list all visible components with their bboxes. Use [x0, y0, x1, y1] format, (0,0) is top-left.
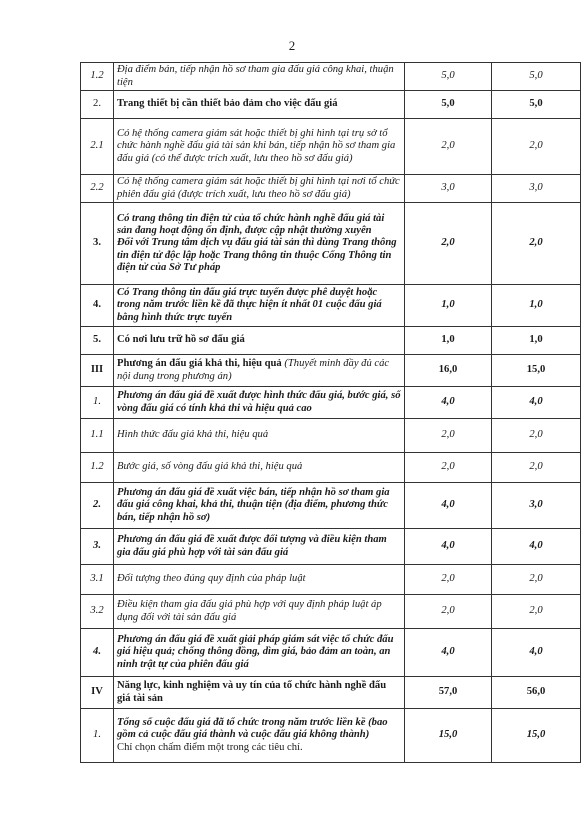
- awarded-score-cell: 15,0: [492, 355, 581, 387]
- criteria-text: [117, 634, 401, 671]
- criteria-description: [114, 595, 405, 629]
- criteria-text: [117, 128, 401, 165]
- table-row: [81, 483, 581, 529]
- awarded-score-cell: 4,0: [492, 629, 581, 677]
- max-score-cell: 2,0: [405, 119, 492, 175]
- awarded-score-cell: 2,0: [492, 203, 581, 285]
- criteria-description: [114, 709, 405, 763]
- max-score-cell: 4,0: [405, 387, 492, 419]
- table-row: [81, 203, 581, 285]
- criteria-description: [114, 387, 405, 419]
- criteria-text: [117, 237, 401, 274]
- criteria-text: [117, 429, 401, 441]
- awarded-score-cell: 2,0: [492, 419, 581, 453]
- awarded-score-cell: 2,0: [492, 565, 581, 595]
- criteria-main-text: Bước giá, số vòng đấu giá khả thi, hiệu quả: [117, 461, 303, 473]
- table-row: [81, 175, 581, 203]
- row-number: 4.: [81, 629, 114, 677]
- criteria-text: [117, 334, 401, 346]
- awarded-score-cell: 5,0: [492, 91, 581, 119]
- row-number: 1.1: [81, 419, 114, 453]
- criteria-main-text: Đối tượng theo đúng quy định của pháp luật: [117, 573, 306, 585]
- max-score-cell: 2,0: [405, 203, 492, 285]
- table-row: [81, 453, 581, 483]
- table-row: [81, 629, 581, 677]
- max-score-cell: 16,0: [405, 355, 492, 387]
- table-row: [81, 709, 581, 763]
- criteria-description: [114, 677, 405, 709]
- row-number: 2.: [81, 483, 114, 529]
- criteria-main-text: Năng lực, kinh nghiệm và uy tín của tổ chức hành nghề đấu giá tài sản: [117, 680, 387, 704]
- row-number: 2.1: [81, 119, 114, 175]
- table-row: [81, 529, 581, 565]
- scoring-table: [80, 62, 581, 763]
- table-row: [81, 63, 581, 91]
- criteria-text: [117, 461, 401, 473]
- row-number: 1.2: [81, 63, 114, 91]
- row-number: 3.2: [81, 595, 114, 629]
- awarded-score-cell: 4,0: [492, 529, 581, 565]
- criteria-description: [114, 529, 405, 565]
- criteria-description: [114, 629, 405, 677]
- max-score-cell: 3,0: [405, 175, 492, 203]
- criteria-main-text: Hình thức đấu giá khả thi, hiệu quả: [117, 429, 269, 441]
- awarded-score-cell: 1,0: [492, 285, 581, 327]
- criteria-description: [114, 63, 405, 91]
- max-score-cell: 1,0: [405, 327, 492, 355]
- row-number: 2.: [81, 91, 114, 119]
- criteria-main-text: Trang thiết bị cần thiết bảo đảm cho việc đấu giá: [117, 98, 338, 110]
- criteria-description: [114, 419, 405, 453]
- criteria-main-text: Có nơi lưu trữ hồ sơ đấu giá: [117, 334, 245, 346]
- criteria-text: [117, 358, 401, 382]
- row-number: 3.1: [81, 565, 114, 595]
- criteria-text: [117, 717, 401, 741]
- criteria-description: [114, 565, 405, 595]
- criteria-main-text: Có hệ thống camera giám sát hoặc thiết bị ghi hình tại trụ sở tổ chức hành nghề đấu giá tài sản khi bán, tiếp nhận hồ sơ tham gia đấu giá (có thể được trích xuất, lưu theo hồ sơ đấu giá): [117, 128, 396, 164]
- max-score-cell: 5,0: [405, 63, 492, 91]
- criteria-text: [117, 98, 401, 110]
- table-row: [81, 285, 581, 327]
- criteria-description: [114, 453, 405, 483]
- max-score-cell: 2,0: [405, 419, 492, 453]
- max-score-cell: 5,0: [405, 91, 492, 119]
- max-score-cell: 15,0: [405, 709, 492, 763]
- criteria-main-text: Phương án đấu giá đề xuất giải pháp giám sát việc tổ chức đấu giá hiệu quả; chống thông đồng, dìm giá, bảo đảm an toàn, an ninh trật tự của phiên đấu giá: [117, 634, 394, 670]
- criteria-description: [114, 483, 405, 529]
- criteria-text: [117, 680, 401, 704]
- criteria-main-text: Phương án đấu giá đề xuất việc bán, tiếp nhận hồ sơ tham gia đấu giá công khai, khả thi, thuận tiện (địa điểm, phương thức bán, tiếp nhận hồ sơ): [117, 487, 390, 523]
- criteria-text: [117, 64, 401, 88]
- criteria-description: [114, 91, 405, 119]
- page-number: 2: [288, 38, 296, 53]
- table-row: [81, 91, 581, 119]
- criteria-text: [117, 176, 401, 200]
- max-score-cell: 4,0: [405, 629, 492, 677]
- max-score-cell: 1,0: [405, 285, 492, 327]
- criteria-main-text: Phương án đấu giá đề xuất được đối tượng và điều kiện tham gia đấu giá phù hợp với tài sản đấu giá: [117, 534, 387, 558]
- criteria-description: [114, 175, 405, 203]
- criteria-description: [114, 285, 405, 327]
- criteria-main-text: Chỉ chọn chấm điểm một trong các tiêu chí.: [117, 741, 303, 753]
- criteria-main-text: Có Trang thông tin đấu giá trực tuyến được phê duyệt hoặc trong năm trước liền kề đã thực hiện ít nhất 01 cuộc đấu giá bằng hình thức trực tuyến: [117, 287, 382, 323]
- awarded-score-cell: 3,0: [492, 483, 581, 529]
- criteria-text: [117, 487, 401, 524]
- criteria-note: (Thuyết minh đầy đủ các nội dung trong phương án): [117, 358, 390, 382]
- table-row: [81, 595, 581, 629]
- max-score-cell: 57,0: [405, 677, 492, 709]
- criteria-text: [117, 287, 401, 324]
- max-score-cell: 4,0: [405, 483, 492, 529]
- awarded-score-cell: 2,0: [492, 453, 581, 483]
- table-row: [81, 677, 581, 709]
- criteria-main-text: Tổng số cuộc đấu giá đã tổ chức trong năm trước liền kề (bao gồm cả cuộc đấu giá thành và cuộc đấu giá không thành): [117, 717, 388, 741]
- awarded-score-cell: 2,0: [492, 119, 581, 175]
- criteria-text: [117, 573, 401, 585]
- criteria-main-text: Địa điểm bán, tiếp nhận hồ sơ tham gia đấu giá công khai, thuận tiện: [117, 64, 394, 88]
- criteria-main-text: Có hệ thống camera giám sát hoặc thiết bị ghi hình tại nơi tổ chức phiên đấu giá (được trích xuất, lưu theo hồ sơ đấu giá): [117, 176, 400, 200]
- row-number: 4.: [81, 285, 114, 327]
- criteria-main-text: Có trang thông tin điện tử của tổ chức hành nghề đấu giá tài sản đang hoạt động ổn định, được cập nhật thường xuyên: [117, 212, 385, 237]
- row-number: 3.: [81, 203, 114, 285]
- row-number: 5.: [81, 327, 114, 355]
- max-score-cell: 2,0: [405, 595, 492, 629]
- max-score-cell: 2,0: [405, 453, 492, 483]
- row-number: IV: [81, 677, 114, 709]
- criteria-description: [114, 355, 405, 387]
- awarded-score-cell: 15,0: [492, 709, 581, 763]
- row-number: 3.: [81, 529, 114, 565]
- row-number: 1.2: [81, 453, 114, 483]
- criteria-text: [117, 599, 401, 623]
- awarded-score-cell: 5,0: [492, 63, 581, 91]
- awarded-score-cell: 2,0: [492, 595, 581, 629]
- criteria-description: [114, 203, 405, 285]
- criteria-description: [114, 327, 405, 355]
- row-number: 2.2: [81, 175, 114, 203]
- criteria-main-text: Đối với Trung tâm dịch vụ đấu giá tài sản thì dùng Trang thông tin điện tử độc lập hoặc Trang thông tin thuộc Cổng Thông tin điện tử của Sở Tư pháp: [117, 237, 397, 273]
- criteria-text: [117, 534, 401, 558]
- table-row: [81, 387, 581, 419]
- criteria-text: [117, 742, 401, 754]
- criteria-main-text: Điều kiện tham gia đấu giá phù hợp với quy định pháp luật áp dụng đối với tài sản đấu giá: [117, 599, 382, 623]
- criteria-main-text: Phương án đấu giá đề xuất được hình thức đấu giá, bước giá, số vòng đấu giá có tính khả thi và hiệu quả cao: [117, 390, 401, 414]
- table-row: [81, 119, 581, 175]
- criteria-description: [114, 119, 405, 175]
- row-number: III: [81, 355, 114, 387]
- criteria-main-text: Phương án đấu giá khả thi, hiệu quả: [117, 358, 285, 370]
- table-body: [81, 63, 581, 763]
- row-number: 1.: [81, 387, 114, 419]
- awarded-score-cell: 4,0: [492, 387, 581, 419]
- table-row: [81, 355, 581, 387]
- criteria-text: [117, 213, 401, 237]
- awarded-score-cell: 56,0: [492, 677, 581, 709]
- max-score-cell: 4,0: [405, 529, 492, 565]
- table-row: [81, 327, 581, 355]
- table-row: [81, 565, 581, 595]
- awarded-score-cell: 3,0: [492, 175, 581, 203]
- criteria-text: [117, 390, 401, 414]
- table-row: [81, 419, 581, 453]
- max-score-cell: 2,0: [405, 565, 492, 595]
- row-number: 1.: [81, 709, 114, 763]
- awarded-score-cell: 1,0: [492, 327, 581, 355]
